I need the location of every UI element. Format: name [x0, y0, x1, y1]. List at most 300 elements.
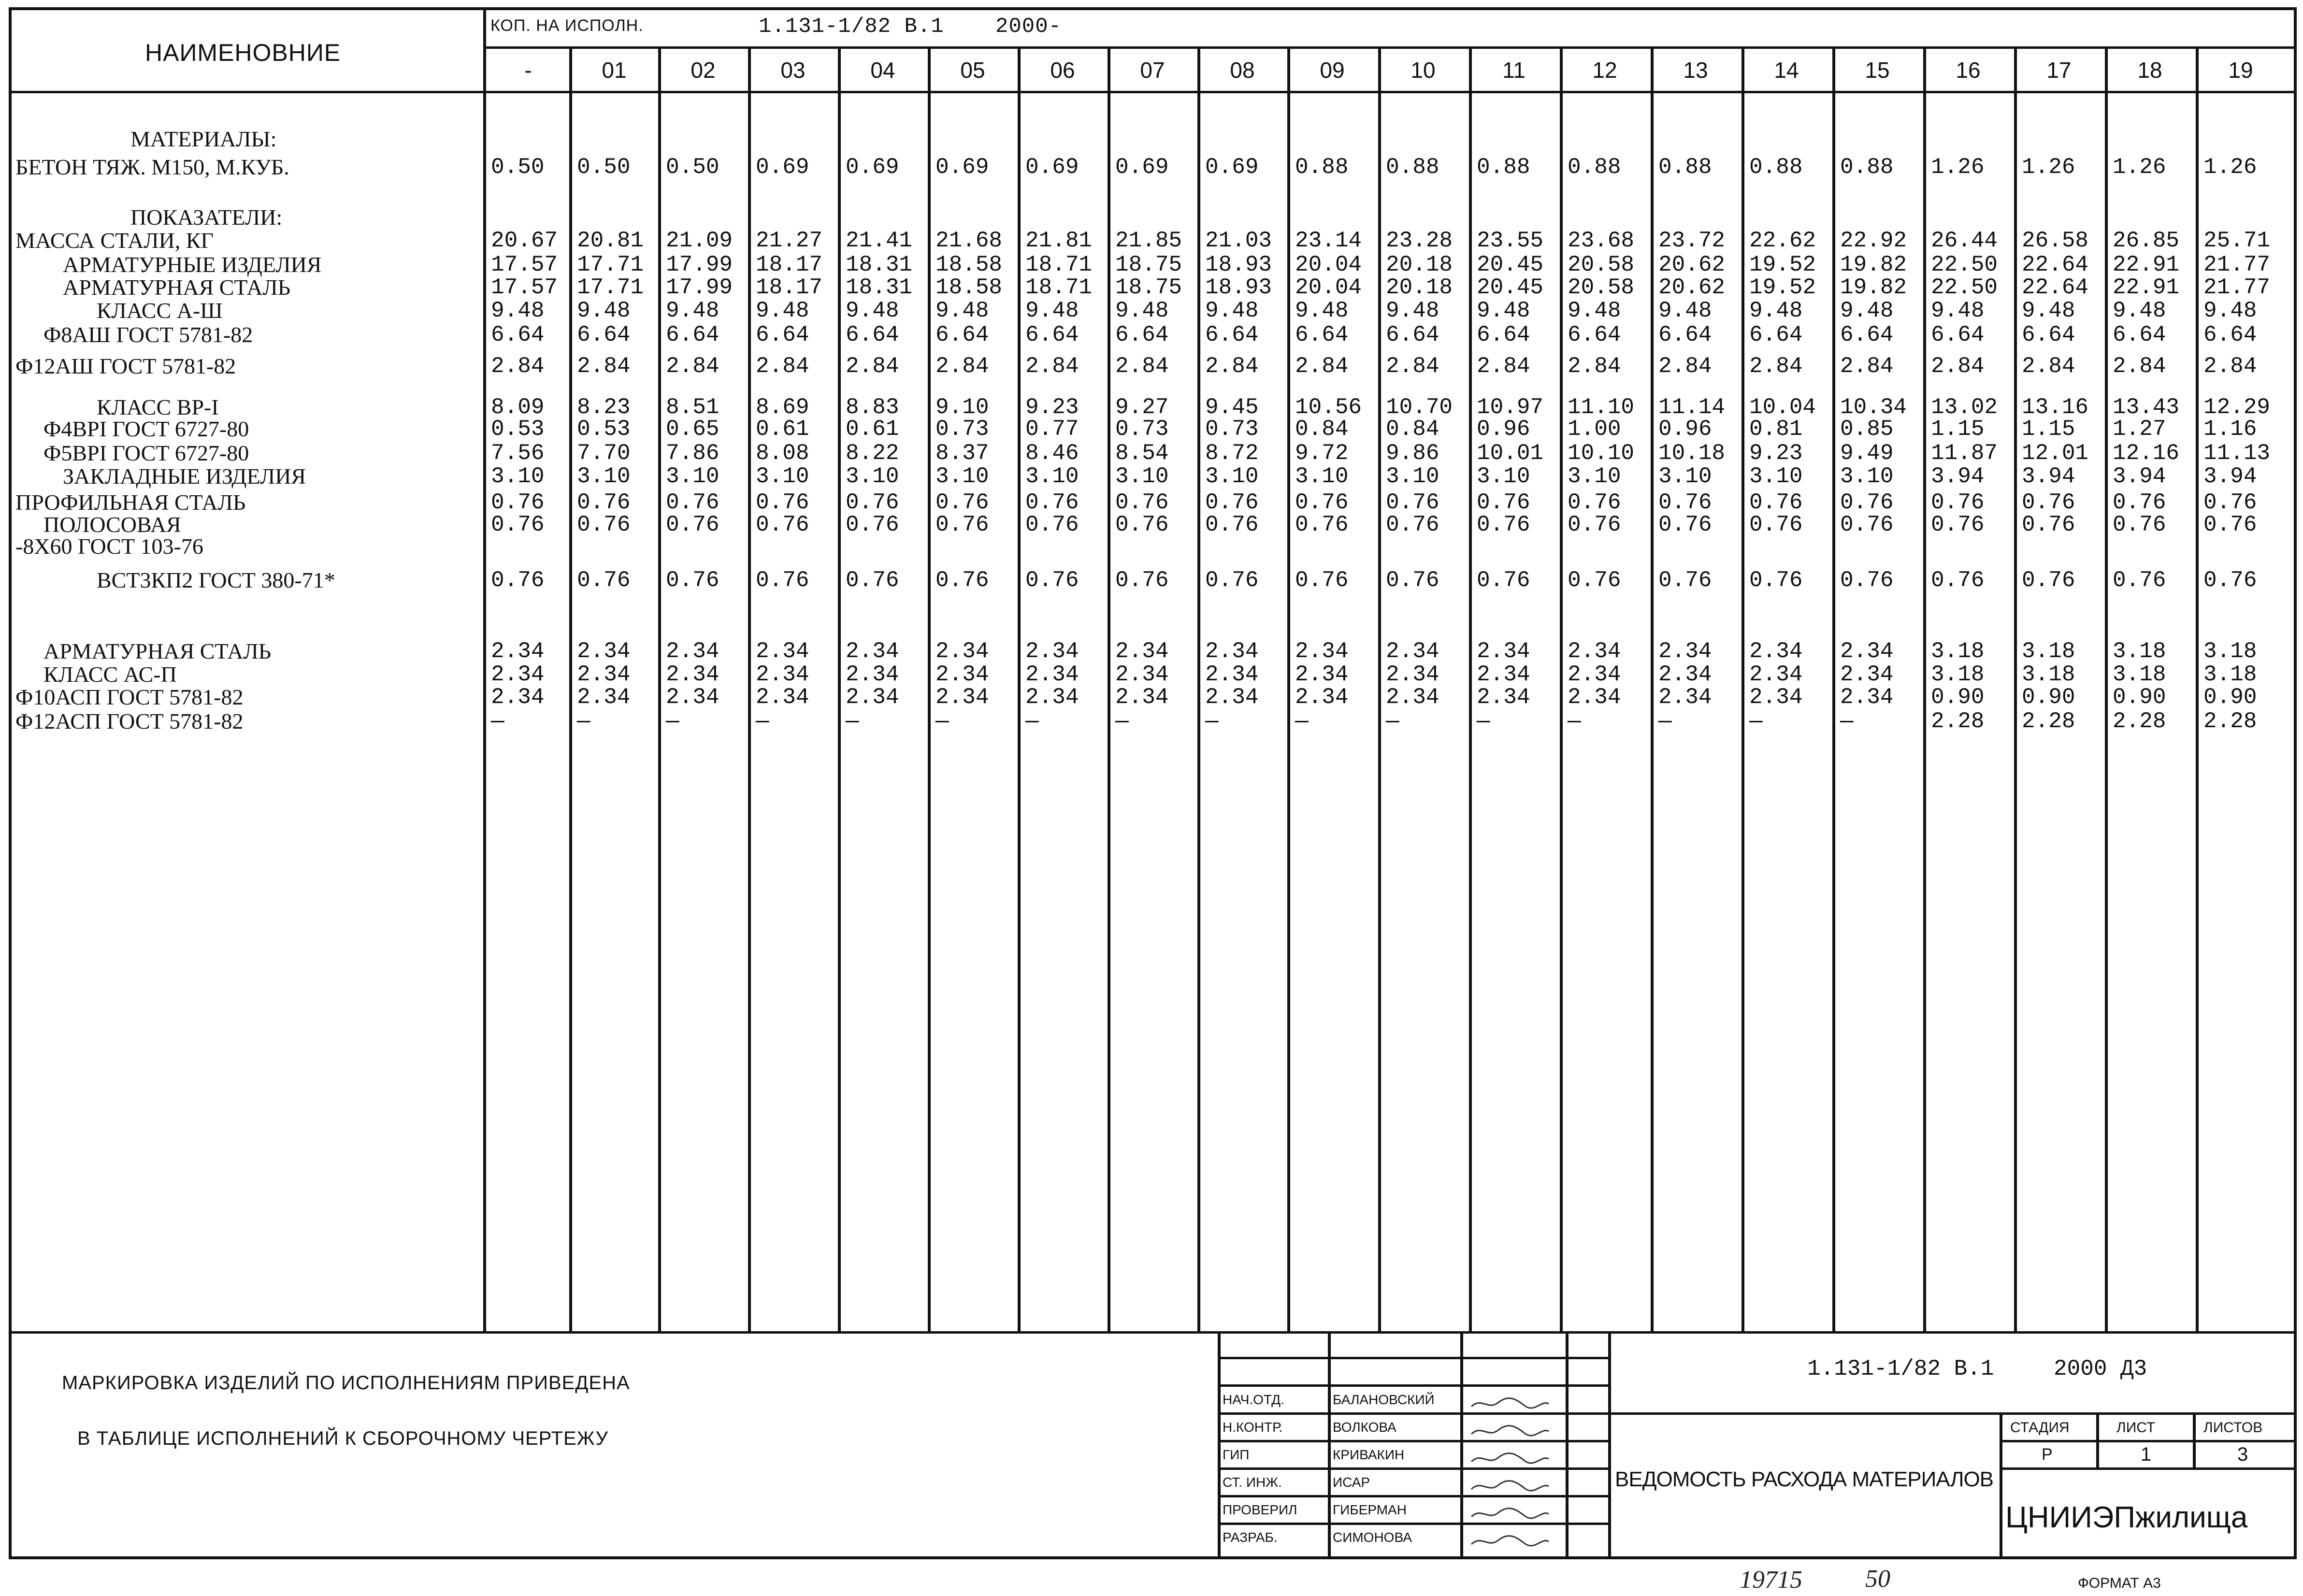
value-cell: 17.71	[577, 252, 644, 277]
value-cell: 2.34	[756, 685, 809, 710]
value-cell: 8.54	[1115, 441, 1169, 466]
value-cell: 3.18	[2113, 639, 2166, 664]
value-cell: 22.91	[2113, 252, 2180, 277]
value-cell: 2.84	[1477, 354, 1530, 379]
value-cell: 2.84	[936, 354, 989, 379]
value-cell: 17.71	[577, 275, 644, 300]
value-cell: 9.27	[1115, 395, 1169, 420]
value-cell: 12.29	[2203, 395, 2271, 420]
value-cell: 3.10	[1115, 464, 1169, 489]
column-divider	[2196, 46, 2199, 1331]
value-cell: 3.10	[1658, 464, 1712, 489]
value-cell: 1.15	[2022, 417, 2075, 442]
value-cell: 0.76	[1025, 490, 1079, 515]
variant-header: -	[524, 58, 532, 83]
variant-header: 18	[2137, 58, 2162, 83]
value-cell: 2.34	[1749, 685, 1803, 710]
signature-role: ПРОВЕРИЛ	[1223, 1502, 1297, 1517]
value-cell: 2.84	[1931, 354, 1985, 379]
variant-header: 04	[870, 58, 895, 83]
note-line-2: В ТАБЛИЦЕ ИСПОЛНЕНИЙ К СБОРОЧНОМУ ЧЕРТЕЖУ	[77, 1428, 608, 1449]
value-cell: 17.99	[666, 275, 733, 300]
value-cell: 0.88	[1568, 155, 1621, 180]
signature-role: СТ. ИНЖ.	[1223, 1475, 1282, 1490]
value-cell: 22.64	[2022, 275, 2089, 300]
value-cell: 17.57	[491, 252, 558, 277]
value-cell: 1.27	[2113, 417, 2166, 442]
value-cell: 6.64	[1658, 322, 1712, 347]
value-cell: 3.18	[1931, 662, 1985, 687]
value-cell: —	[1658, 709, 1672, 734]
value-cell: 0.61	[756, 417, 809, 442]
value-cell: 0.50	[577, 155, 631, 180]
value-cell: —	[577, 709, 590, 734]
variant-header: 17	[2046, 58, 2072, 83]
value-cell: 0.76	[846, 490, 899, 515]
value-cell: 23.55	[1477, 228, 1544, 253]
value-cell: 3.18	[2203, 662, 2257, 687]
row-name: ВСТ3КП2 ГОСТ 380-71*	[97, 568, 335, 592]
row-name: ЗАКЛАДНЫЕ ИЗДЕЛИЯ	[63, 464, 306, 489]
value-cell: 0.90	[2113, 685, 2166, 710]
value-cell: —	[1749, 709, 1763, 734]
value-cell: 2.84	[577, 354, 631, 379]
row-name: МАССА СТАЛИ, КГ	[15, 228, 214, 253]
column-divider	[748, 46, 751, 1331]
value-cell: 2.34	[1295, 662, 1349, 687]
value-cell: 0.76	[1931, 568, 1985, 593]
sheets-label: ЛИСТОВ	[2203, 1420, 2263, 1436]
sheet-value: 1	[2141, 1444, 2152, 1465]
value-cell: 13.02	[1931, 395, 1998, 420]
value-cell: 2.34	[577, 685, 631, 710]
value-cell: —	[1386, 709, 1399, 734]
value-cell: 8.09	[491, 395, 545, 420]
value-cell: 0.73	[1205, 417, 1259, 442]
column-divider	[1742, 46, 1744, 1331]
value-cell: 0.76	[1205, 568, 1259, 593]
value-cell: 2.34	[577, 639, 631, 664]
value-cell: 3.18	[2022, 639, 2075, 664]
value-cell: 0.69	[1025, 155, 1079, 180]
row-name: АРМАТУРНАЯ СТАЛЬ	[63, 275, 291, 300]
document-title: ВЕДОМОСТЬ РАСХОДА МАТЕРИАЛОВ	[1615, 1467, 1994, 1491]
signature-scribble	[1469, 1506, 1551, 1521]
value-cell: 0.96	[1658, 417, 1712, 442]
value-cell: 2.34	[1840, 662, 1894, 687]
value-cell: 0.76	[2022, 490, 2075, 515]
value-cell: 2.84	[2022, 354, 2075, 379]
value-cell: 19.52	[1749, 252, 1816, 277]
value-cell: 0.76	[1658, 568, 1712, 593]
variant-header: 16	[1956, 58, 1981, 83]
value-cell: 19.52	[1749, 275, 1816, 300]
value-cell: 9.48	[936, 298, 989, 323]
value-cell: 9.48	[846, 298, 899, 323]
row-name: КЛАСС АС-П	[43, 662, 177, 687]
value-cell: 20.62	[1658, 275, 1726, 300]
variant-header: 15	[1865, 58, 1890, 83]
value-cell: 13.16	[2022, 395, 2089, 420]
value-cell: 0.76	[936, 568, 989, 593]
value-cell: 0.76	[2203, 512, 2257, 537]
value-cell: 3.10	[846, 464, 899, 489]
value-cell: 22.62	[1749, 228, 1816, 253]
variant-header: 13	[1683, 58, 1708, 83]
value-cell: 3.94	[2203, 464, 2257, 489]
row-name: ПОКАЗАТЕЛИ:	[130, 205, 283, 230]
value-cell: 2.84	[1568, 354, 1621, 379]
value-cell: 8.08	[756, 441, 809, 466]
value-cell: 6.64	[846, 322, 899, 347]
value-cell: 2.34	[1025, 639, 1079, 664]
value-cell: —	[491, 709, 504, 734]
value-cell: 9.48	[1295, 298, 1349, 323]
value-cell: 3.10	[1477, 464, 1530, 489]
signature-name: ГИБЕРМАН	[1333, 1502, 1407, 1517]
value-cell: 0.69	[846, 155, 899, 180]
value-cell: 21.77	[2203, 252, 2271, 277]
value-cell: 0.76	[1386, 568, 1439, 593]
column-divider	[2105, 46, 2108, 1331]
value-cell: —	[936, 709, 949, 734]
value-cell: 2.34	[1115, 685, 1169, 710]
stage-label: СТАДИЯ	[2010, 1420, 2070, 1436]
value-cell: 3.18	[2203, 639, 2257, 664]
value-cell: 11.10	[1568, 395, 1635, 420]
value-cell: 0.76	[756, 490, 809, 515]
value-cell: 6.64	[1840, 322, 1894, 347]
value-cell: 2.34	[1840, 685, 1894, 710]
value-cell: 9.48	[2113, 298, 2166, 323]
value-cell: 9.49	[1840, 441, 1894, 466]
column-divider	[1018, 46, 1021, 1331]
signature-name: КРИВАКИН	[1333, 1447, 1405, 1462]
value-cell: 11.14	[1658, 395, 1726, 420]
value-cell: 0.76	[1568, 490, 1621, 515]
value-cell: 0.76	[2203, 490, 2257, 515]
value-cell: 6.64	[2113, 322, 2166, 347]
value-cell: 20.58	[1568, 252, 1635, 277]
value-cell: 2.84	[666, 354, 720, 379]
value-cell: 0.76	[1115, 490, 1169, 515]
value-cell: 3.10	[1025, 464, 1079, 489]
value-cell: 23.14	[1295, 228, 1362, 253]
value-cell: 3.10	[577, 464, 631, 489]
value-cell: 2.34	[1568, 639, 1621, 664]
stage-value: Р	[2042, 1445, 2053, 1464]
value-cell: 2.84	[1025, 354, 1079, 379]
value-cell: 10.34	[1840, 395, 1907, 420]
value-cell: 25.71	[2203, 228, 2271, 253]
value-cell: 9.10	[936, 395, 989, 420]
value-cell: 11.87	[1931, 441, 1998, 466]
value-cell: 0.73	[1115, 417, 1169, 442]
value-cell: 2.84	[756, 354, 809, 379]
value-cell: —	[1205, 709, 1219, 734]
value-cell: —	[756, 709, 769, 734]
value-cell: 0.88	[1386, 155, 1439, 180]
value-cell: 0.69	[756, 155, 809, 180]
signature-name: ВОЛКОВА	[1333, 1420, 1396, 1435]
value-cell: 0.53	[577, 417, 631, 442]
value-cell: —	[1477, 709, 1490, 734]
value-cell: 0.90	[2203, 685, 2257, 710]
value-cell: 18.71	[1025, 275, 1093, 300]
value-cell: 0.96	[1477, 417, 1530, 442]
column-divider	[1832, 46, 1835, 1331]
value-cell: 2.34	[1115, 662, 1169, 687]
value-cell: 2.34	[756, 639, 809, 664]
value-cell: —	[1295, 709, 1309, 734]
variant-header: 11	[1502, 58, 1526, 83]
value-cell: 3.94	[2113, 464, 2166, 489]
value-cell: 9.48	[491, 298, 545, 323]
value-cell: 9.72	[1295, 441, 1349, 466]
value-cell: 8.46	[1025, 441, 1079, 466]
value-cell: 13.43	[2113, 395, 2180, 420]
value-cell: 21.81	[1025, 228, 1093, 253]
value-cell: 0.88	[1477, 155, 1530, 180]
value-cell: 2.34	[491, 639, 545, 664]
value-cell: 2.34	[1658, 662, 1712, 687]
value-cell: 0.50	[666, 155, 720, 180]
value-cell: 1.15	[1931, 417, 1985, 442]
value-cell: 0.76	[936, 490, 989, 515]
value-cell: 3.18	[2022, 662, 2075, 687]
value-cell: 2.34	[1295, 685, 1349, 710]
value-cell: 9.48	[756, 298, 809, 323]
header-bottom-divider	[12, 91, 2294, 93]
value-cell: 0.76	[1295, 490, 1349, 515]
value-cell: 3.10	[1386, 464, 1439, 489]
value-cell: 0.76	[491, 512, 545, 537]
value-cell: 2.34	[1115, 639, 1169, 664]
value-cell: 0.76	[1749, 568, 1803, 593]
signature-scribble	[1469, 1423, 1551, 1438]
value-cell: 2.34	[1658, 685, 1712, 710]
variant-header: 03	[780, 58, 806, 83]
row-name: КЛАСС А-Ш	[97, 298, 223, 323]
variant-header: 06	[1050, 58, 1075, 83]
value-cell: 23.72	[1658, 228, 1726, 253]
value-cell: 9.48	[1568, 298, 1621, 323]
sheet-label: ЛИСТ	[2116, 1420, 2156, 1436]
value-cell: 2.34	[1477, 662, 1530, 687]
value-cell: 22.50	[1931, 275, 1998, 300]
value-cell: 3.10	[1568, 464, 1621, 489]
value-cell: 2.28	[2022, 709, 2075, 734]
value-cell: 2.34	[1386, 662, 1439, 687]
value-cell: 19.82	[1840, 275, 1907, 300]
header-top-divider	[483, 46, 2294, 49]
row-name: МАТЕРИАЛЫ:	[130, 127, 277, 151]
value-cell: 21.85	[1115, 228, 1182, 253]
value-cell: 7.86	[666, 441, 720, 466]
value-cell: 18.31	[846, 275, 913, 300]
value-cell: 0.76	[1477, 512, 1530, 537]
value-cell: 0.76	[491, 568, 545, 593]
value-cell: 0.76	[2113, 568, 2166, 593]
value-cell: 10.56	[1295, 395, 1362, 420]
value-cell: 0.76	[1295, 568, 1349, 593]
value-cell: 0.76	[2022, 568, 2075, 593]
value-cell: 0.76	[846, 512, 899, 537]
signature-name: БАЛАНОВСКИЙ	[1333, 1392, 1435, 1407]
value-cell: 20.18	[1386, 275, 1453, 300]
value-cell: 22.50	[1931, 252, 1998, 277]
value-cell: 20.04	[1295, 275, 1362, 300]
row-name: Ф12АШ ГОСТ 5781-82	[15, 354, 236, 378]
value-cell: 0.76	[2203, 568, 2257, 593]
value-cell: 6.64	[666, 322, 720, 347]
value-cell: 0.81	[1749, 417, 1803, 442]
name-column-header: НАИМЕНОВНИЕ	[145, 39, 341, 66]
value-cell: 0.76	[756, 512, 809, 537]
value-cell: 3.10	[1749, 464, 1803, 489]
variant-header: 08	[1230, 58, 1255, 83]
value-cell: 8.69	[756, 395, 809, 420]
value-cell: 6.64	[1568, 322, 1621, 347]
value-cell: 2.84	[1749, 354, 1803, 379]
value-cell: 9.48	[577, 298, 631, 323]
value-cell: 3.10	[1840, 464, 1894, 489]
value-cell: 3.10	[1205, 464, 1259, 489]
variant-header: 01	[602, 58, 627, 83]
value-cell: 21.77	[2203, 275, 2271, 300]
value-cell: 2.34	[1749, 662, 1803, 687]
value-cell: 2.28	[2203, 709, 2257, 734]
value-cell: 2.34	[1205, 662, 1259, 687]
value-cell: 2.34	[846, 639, 899, 664]
column-divider	[1651, 46, 1654, 1331]
variant-header: 02	[691, 58, 716, 83]
value-cell: 0.76	[1477, 568, 1530, 593]
row-name: Ф4ВРI ГОСТ 6727-80	[43, 417, 249, 441]
value-cell: 9.45	[1205, 395, 1259, 420]
value-cell: 6.64	[1477, 322, 1530, 347]
value-cell: 8.51	[666, 395, 720, 420]
value-cell: 18.17	[756, 275, 823, 300]
row-name: Ф12АСП ГОСТ 5781-82	[15, 709, 244, 733]
organization-name: ЦНИИЭПжилища	[2005, 1501, 2248, 1534]
value-cell: 0.69	[936, 155, 989, 180]
value-cell: 2.34	[936, 662, 989, 687]
value-cell: 2.84	[1115, 354, 1169, 379]
doc-code: 1.131-1/82 В.1	[759, 14, 944, 39]
value-cell: 0.76	[1840, 568, 1894, 593]
value-cell: 6.64	[2022, 322, 2075, 347]
value-cell: 20.45	[1477, 275, 1544, 300]
value-cell: 0.76	[577, 568, 631, 593]
value-cell: 10.01	[1477, 441, 1544, 466]
value-cell: 0.76	[2113, 512, 2166, 537]
value-cell: 10.04	[1749, 395, 1816, 420]
doc-number: 1.131-1/82 В.1	[1807, 1356, 1994, 1381]
value-cell: 7.70	[577, 441, 631, 466]
value-cell: 1.16	[2203, 417, 2257, 442]
value-cell: 0.76	[1477, 490, 1530, 515]
value-cell: 0.76	[1386, 490, 1439, 515]
signature-role: НАЧ.ОТД.	[1223, 1392, 1284, 1407]
value-cell: 9.48	[2203, 298, 2257, 323]
value-cell: 6.64	[1386, 322, 1439, 347]
row-name: ПРОФИЛЬНАЯ СТАЛЬ	[15, 490, 246, 515]
value-cell: 0.76	[1295, 512, 1349, 537]
value-cell: 2.34	[1025, 685, 1079, 710]
value-cell: 2.34	[1025, 662, 1079, 687]
column-divider	[928, 46, 931, 1331]
value-cell: 2.34	[846, 662, 899, 687]
signature-scribble	[1469, 1479, 1551, 1493]
series-code: 2000-	[995, 14, 1062, 39]
variant-header: 12	[1592, 58, 1617, 83]
value-cell: 18.93	[1205, 275, 1272, 300]
value-cell: 10.18	[1658, 441, 1726, 466]
value-cell: 20.62	[1658, 252, 1726, 277]
value-cell: 0.76	[1386, 512, 1439, 537]
value-cell: 6.64	[491, 322, 545, 347]
value-cell: 2.28	[1931, 709, 1985, 734]
variant-header: 14	[1774, 58, 1799, 83]
value-cell: 0.50	[491, 155, 545, 180]
value-cell: 20.67	[491, 228, 558, 253]
value-cell: 12.01	[2022, 441, 2089, 466]
value-cell: 2.34	[1386, 685, 1439, 710]
value-cell: 0.76	[1931, 490, 1985, 515]
value-cell: 20.58	[1568, 275, 1635, 300]
value-cell: 6.64	[1749, 322, 1803, 347]
value-cell: 0.76	[1749, 512, 1803, 537]
value-cell: 0.76	[666, 512, 720, 537]
value-cell: —	[1568, 709, 1581, 734]
value-cell: 3.10	[1295, 464, 1349, 489]
value-cell: 2.34	[577, 662, 631, 687]
value-cell: 3.10	[666, 464, 720, 489]
value-cell: 6.64	[936, 322, 989, 347]
value-cell: 2.34	[666, 639, 720, 664]
value-cell: 8.37	[936, 441, 989, 466]
value-cell: 0.76	[846, 568, 899, 593]
value-cell: 2.34	[1749, 639, 1803, 664]
column-divider	[1469, 46, 1472, 1331]
value-cell: 0.88	[1749, 155, 1803, 180]
value-cell: 6.64	[756, 322, 809, 347]
value-cell: 6.64	[2203, 322, 2257, 347]
value-cell: 20.45	[1477, 252, 1544, 277]
value-cell: 10.10	[1568, 441, 1635, 466]
value-cell: 9.48	[1386, 298, 1439, 323]
value-cell: 26.85	[2113, 228, 2180, 253]
value-cell: 0.73	[936, 417, 989, 442]
value-cell: 22.91	[2113, 275, 2180, 300]
column-divider	[1108, 46, 1110, 1331]
signature-scribble	[1469, 1396, 1551, 1410]
row-name: ПОЛОСОВАЯ	[43, 512, 181, 537]
row-name: Ф5ВРI ГОСТ 6727-80	[43, 441, 249, 465]
value-cell: 9.48	[1115, 298, 1169, 323]
value-cell: 6.64	[1025, 322, 1079, 347]
value-cell: 3.18	[2113, 662, 2166, 687]
value-cell: 21.68	[936, 228, 1003, 253]
value-cell: 9.23	[1749, 441, 1803, 466]
value-cell: 18.58	[936, 275, 1003, 300]
value-cell: —	[1840, 709, 1854, 734]
column-divider	[569, 46, 572, 1331]
value-cell: 0.90	[2022, 685, 2075, 710]
value-cell: 21.03	[1205, 228, 1272, 253]
value-cell: 18.75	[1115, 275, 1182, 300]
